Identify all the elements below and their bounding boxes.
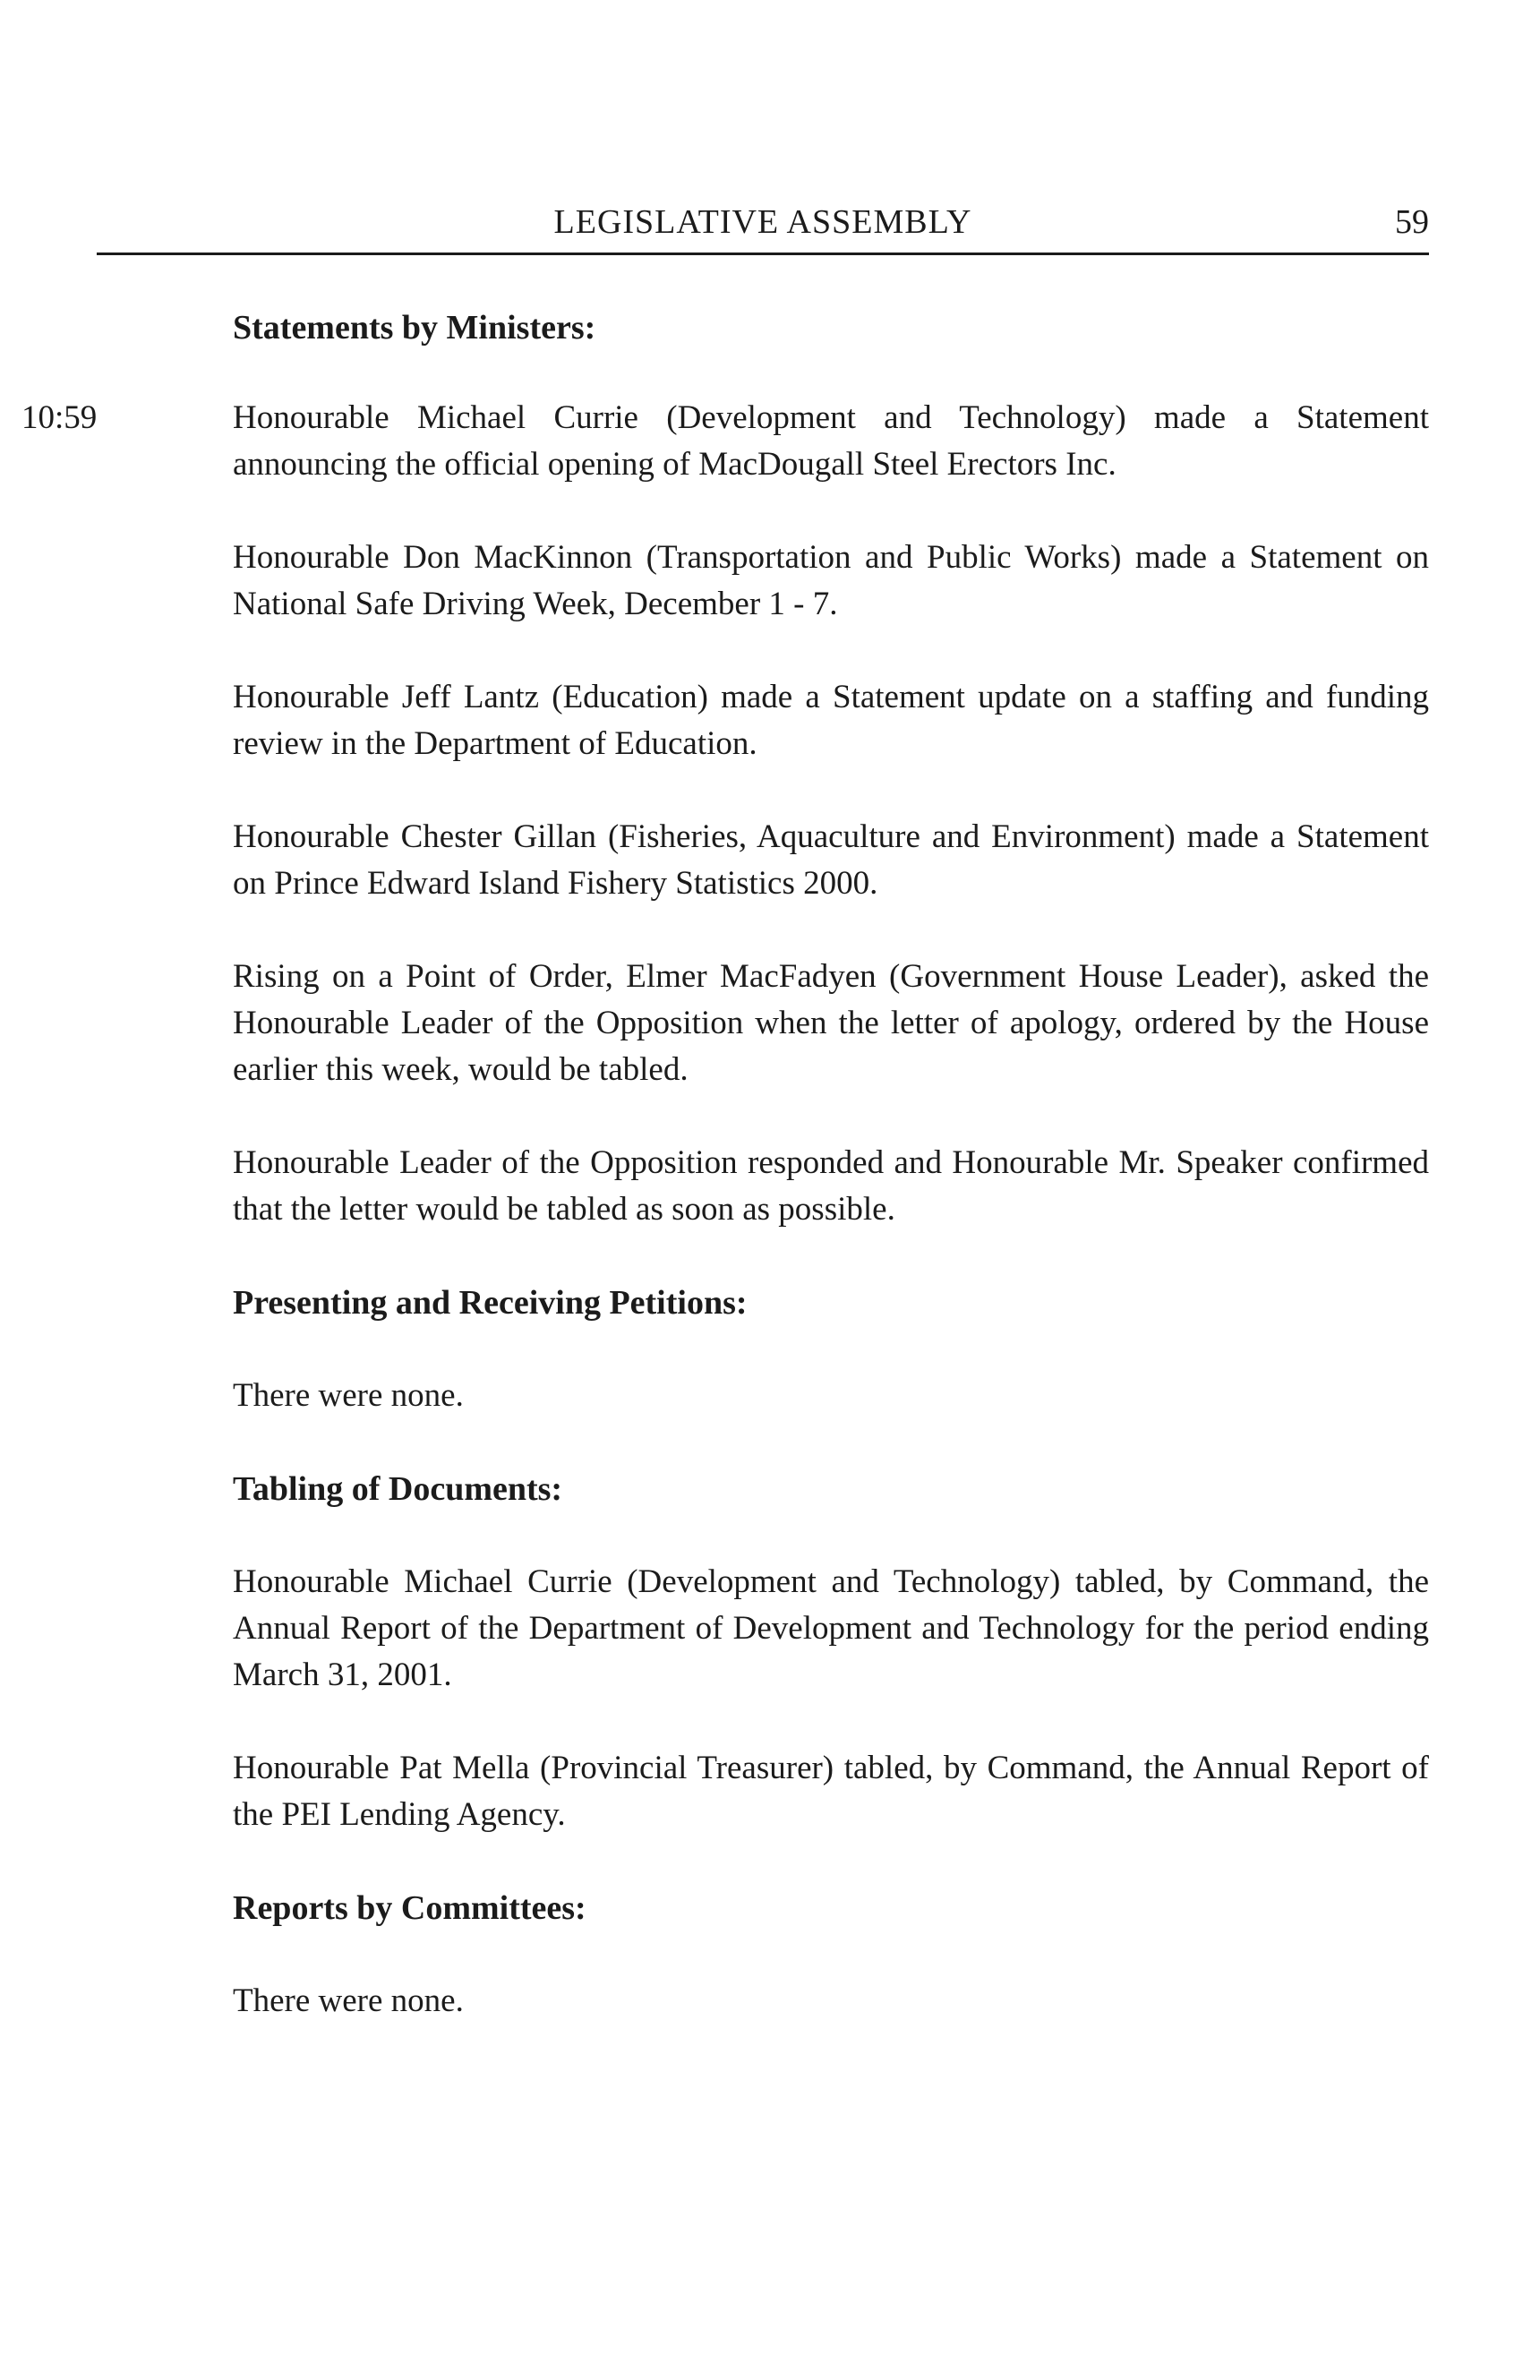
section-heading-documents: Tabling of Documents: — [233, 1470, 563, 1508]
documents-paragraph: Honourable Michael Currie (Development and Technology) tabled, by Command, the Annual Report of the Department of Development and Technology for the period ending March 31, 2001. — [233, 1563, 1429, 1693]
statement-paragraph: Rising on a Point of Order, Elmer MacFadyen (Government House Leader), asked the Honourable Leader of the Opposition when the letter of apology, ordered by the House earlier this week, would be tabled. — [233, 958, 1429, 1088]
statement-paragraph: Honourable Leader of the Opposition responded and Honourable Mr. Speaker confirmed that the letter would be tabled as soon as possible. — [233, 1144, 1429, 1228]
statement-block — [21, 395, 1429, 488]
documents-paragraph: Honourable Pat Mella (Provincial Treasurer) tabled, by Command, the Annual Report of the PEI Lending Agency. — [233, 1750, 1429, 1833]
statement-paragraph: Honourable Chester Gillan (Fisheries, Aquaculture and Environment) made a Statement on Prince Edward Island Fishery Statistics 2000. — [233, 818, 1429, 902]
header-title: LEGISLATIVE ASSEMBLY — [553, 203, 972, 241]
petitions-paragraph: There were none. — [233, 1377, 464, 1414]
page-header — [97, 202, 1429, 253]
section-heading-ministers: Statements by Ministers: — [233, 309, 596, 347]
statement-paragraph: Honourable Don MacKinnon (Transportation and Public Works) made a Statement on National Safe Driving Week, December 1 - 7. — [233, 539, 1429, 622]
page-content — [21, 304, 1429, 2025]
page-number: 59 — [1395, 203, 1429, 241]
statement-paragraph: Honourable Jeff Lantz (Education) made a Statement update on a staffing and funding review in the Department of Education. — [233, 679, 1429, 762]
header-rule — [97, 253, 1429, 255]
time-stamp: 10:59 — [21, 399, 98, 436]
statement-paragraph: Honourable Michael Currie (Development and Technology) made a Statement announcing the official opening of MacDougall Steel Erectors Inc. — [233, 399, 1429, 483]
section-heading-petitions: Presenting and Receiving Petitions: — [233, 1284, 748, 1322]
committees-paragraph: There were none. — [233, 1982, 464, 2019]
section-heading-committees: Reports by Committees: — [233, 1889, 586, 1927]
